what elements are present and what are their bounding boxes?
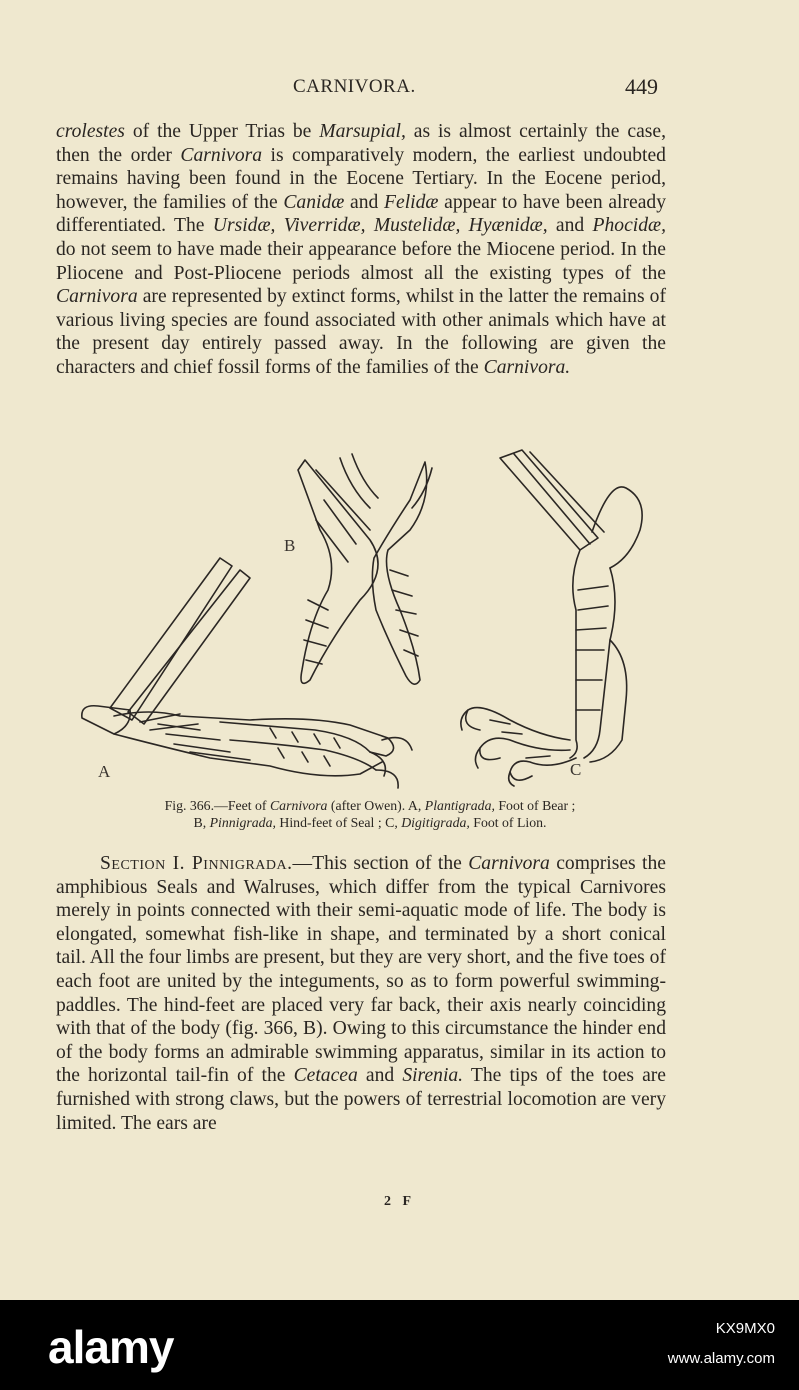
text-run: of the Upper Trias be bbox=[124, 121, 320, 142]
text-run: as is almost certainly bbox=[405, 121, 588, 142]
text-run: —This section of the bbox=[292, 853, 469, 874]
text-run: are represented by extinct forms, whilst in the latter the remains of various living species are found associated with other animals which have at the present day entirely passed away. In the following are given the characters and chief fossil forms of the families of the bbox=[56, 286, 666, 378]
taxon-canidae: Canidæ bbox=[283, 191, 345, 213]
taxon-marsupial: Marsupial, bbox=[319, 121, 406, 142]
taxon-hyaenidae: Hyænidæ, bbox=[460, 215, 548, 237]
taxon-carnivora: Carnivora bbox=[180, 144, 263, 166]
figure-label-a: A bbox=[98, 762, 111, 781]
text-run: do not seem to have made their appearance before the Miocene period. In the Pliocene and Post-Pliocene periods almost all the existing types of the bbox=[56, 238, 666, 284]
section-heading: Section I. Pinnigrada. bbox=[100, 853, 293, 874]
caption-italic: Plantigrada, bbox=[424, 798, 495, 813]
figure-caption bbox=[70, 797, 670, 831]
text-run: comprises the amphibious Seals and Walruses, which differ from the typical Carnivores merely in points connected with their semi-aquatic mode of life. The body is elongated, somewhat fish-like in shape, and terminated by a short conical tail. All the four limbs are present, but they are very short, and the five toes of each foot are united by the integuments, so as to form powerful swimming-paddles. The hind-feet are placed very far back, their axis nearly coinciding with that of the body (fig. 366, B). Owing to this circumstance the hinder end of the body forms an admirable swimming apparatus, similar in its action to the horizontal tail-fin of the bbox=[56, 853, 666, 1087]
taxon-carnivora: Carnivora. bbox=[483, 356, 571, 378]
running-head bbox=[0, 74, 799, 102]
printer-signature: 2 F bbox=[383, 1194, 416, 1209]
text-run: appear to have been already differentiated. The bbox=[56, 191, 666, 237]
caption-text: (after Owen). A, bbox=[327, 798, 425, 813]
taxon-felidae: Felidæ bbox=[384, 191, 439, 213]
taxon-carnivora: Carnivora bbox=[468, 853, 550, 874]
caption-italic: Digitigrada, bbox=[401, 815, 470, 830]
stock-watermark-bar bbox=[0, 1300, 799, 1390]
taxon-phocidae: Phocidæ, bbox=[592, 215, 666, 237]
seal-hind-feet-drawing bbox=[298, 454, 432, 684]
figure-label-b: B bbox=[284, 536, 296, 555]
taxon-mustelidae: Mustelidæ, bbox=[365, 215, 461, 237]
caption-text: B, bbox=[193, 815, 210, 830]
caption-text: Foot of Lion. bbox=[469, 815, 547, 830]
image-id: KX9MX0 bbox=[715, 1320, 775, 1337]
running-title: CARNIVORA. bbox=[293, 76, 416, 97]
text-run: the case, then the order bbox=[56, 121, 666, 166]
text-run: and bbox=[547, 215, 593, 237]
taxon-sirenia: Sirenia. bbox=[402, 1065, 464, 1087]
caption-italic: Pinnigrada, bbox=[209, 815, 276, 830]
caption-text: Hind-feet of Seal ; C, bbox=[275, 815, 402, 830]
text-run: is comparatively modern, the bbox=[262, 144, 510, 166]
bear-foot-drawing bbox=[82, 558, 412, 788]
text-run: and bbox=[344, 191, 385, 213]
alamy-logo: alamy bbox=[48, 1321, 174, 1373]
page-number: 449 bbox=[625, 74, 658, 99]
feet-engraving bbox=[70, 440, 670, 790]
figure-366-feet-illustration bbox=[70, 440, 670, 790]
text-run: earliest undoubted remains having been found in the Eocene Tertiary. In the Eocene period, however, the families of the bbox=[56, 144, 666, 213]
caption-text: Fig. 366.—Feet of bbox=[164, 798, 270, 813]
site-url: www.alamy.com bbox=[667, 1350, 775, 1367]
taxon-carnivora: Carnivora bbox=[56, 286, 138, 308]
taxon-cetacea: Cetacea bbox=[293, 1065, 358, 1087]
taxon-ursidae: Ursidæ, bbox=[212, 215, 276, 237]
lion-foot-drawing bbox=[461, 450, 642, 786]
text-run: The tips of the toes are furnished with strong claws, but the powers of terrestrial locomotion are very limited. The ears are bbox=[56, 1065, 666, 1134]
caption-text: Foot of Bear ; bbox=[494, 798, 576, 813]
paragraph-pinnigrada bbox=[56, 852, 666, 1135]
figure-label-c: C bbox=[570, 760, 582, 779]
taxon-viverridae: Viverridæ, bbox=[275, 215, 366, 237]
caption-italic: Carnivora bbox=[269, 798, 328, 813]
genus-name: crolestes bbox=[56, 121, 125, 142]
text-run: and bbox=[357, 1065, 403, 1087]
paragraph-carnivora-history bbox=[56, 120, 666, 380]
